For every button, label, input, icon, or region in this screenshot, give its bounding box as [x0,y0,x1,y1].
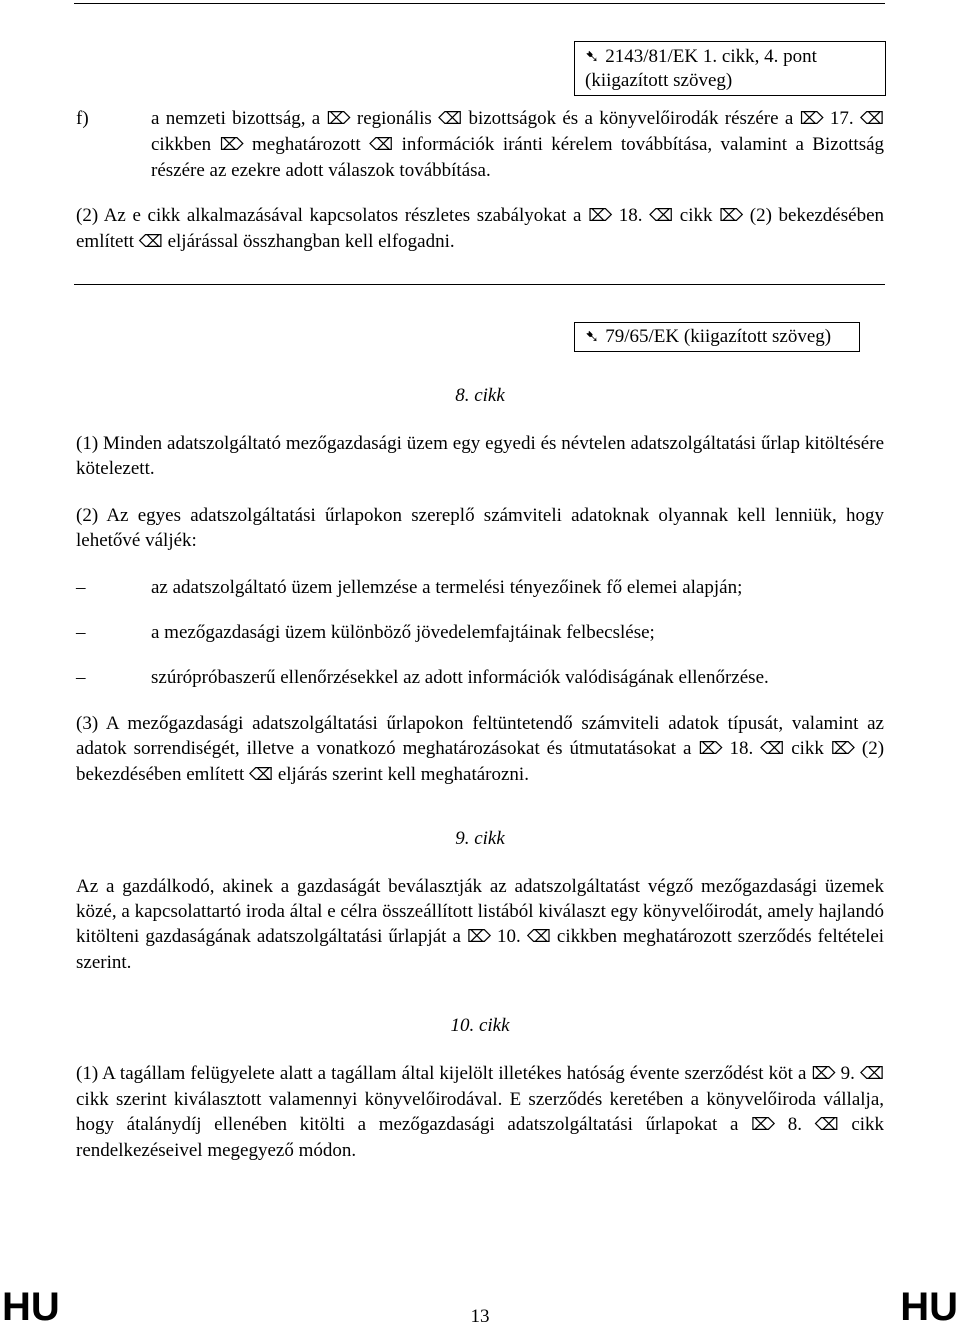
page-number: 13 [470,1306,490,1327]
article-9-heading: 9. cikk [455,828,505,849]
delete-marker-icon: ⌫ [814,1115,839,1135]
list-dash: – [76,577,86,598]
reference-line-1: 79/65/EK (kiigazított szöveg) [605,326,832,347]
article-10-heading: 10. cikk [450,1015,510,1036]
insert-marker-icon: ⌦ [588,206,613,226]
delete-marker-icon: ⌫ [760,739,785,759]
delete-marker-icon: ⌫ [138,232,163,252]
insert-marker-icon: ⌦ [811,1064,836,1084]
article-8-paragraph-1: (1) Minden adatszolgáltató mezőgazdasági üzem egy egyedi és névtelen adatszolgáltatási űrlap kitöltésére kötelezett. [76,433,884,479]
delete-marker-icon: ⌫ [859,109,885,129]
article-8-paragraph-3: (3) A mezőgazdasági adatszolgáltatási űrlapokon feltüntetendő számviteli adatok típusát, valamint az adatok sorrendiségét, illetve a vonatkozó meghatározásokat és útmutatásokat a ⌦ 18. ⌫ cikk ⌦ (2) bekezdésében említett ⌫ eljárás szerint kell meghatározni. [76,713,885,785]
footer-language-left: HU [2,1285,60,1329]
arrow-down-icon: ➷ [585,327,600,347]
article-9-paragraph: Az a gazdálkodó, akinek a gazdaságát beválasztják az adatszolgáltatást végző mezőgazdasági üzemek közé, a kapcsolattartó iroda által e célra összeállított listából kiválaszt egy könyvelőirodát, amely hajlandó kitölteni gazdaságának adatszolgáltatási űrlapját a ⌦ 10. ⌫ cikkben meghatározott szerződés feltételei szerint. [76,876,885,973]
insert-marker-icon: ⌦ [219,135,244,155]
article-8-heading: 8. cikk [455,385,505,406]
delete-marker-icon: ⌫ [249,765,274,785]
reference-box-79-65-ek [574,322,860,352]
list-item: szúrópróbaszerű ellenőrzésekkel az adott információk valódiságának ellenőrzése. [151,667,769,688]
paragraph-2-implementing-rules: (2) Az e cikk alkalmazásával kapcsolatos részletes szabályokat a ⌦ 18. ⌫ cikk ⌦ (2) bekezdésében említett ⌫ eljárással összhangban kell elfogadni. [76,205,885,252]
insert-marker-icon: ⌦ [751,1115,776,1135]
delete-marker-icon: ⌫ [369,135,394,155]
item-f-label: f) [76,108,89,129]
arrow-down-icon: ➷ [585,47,600,67]
delete-marker-icon: ⌫ [438,109,463,129]
list-item: a mezőgazdasági üzem különböző jövedelemfajtáinak felbecslése; [151,622,655,643]
insert-marker-icon: ⌦ [830,739,855,759]
list-dash: – [76,667,86,688]
article-10-paragraph-1: (1) A tagállam felügyelete alatt a tagállam által kijelölt illetékes hatóság évente szerződést köt a ⌦ 9. ⌫ cikk szerint kiválasztott valamennyi könyvelőirodával. E szerződés keretében a könyvelőiroda vállalja, hogy átalánydíj ellenében kitölti a mezőgazdasági adatszolgáltatási űrlapokat a ⌦ 8. ⌫ cikk rendelkezéseivel megegyező módon. [76,1063,885,1161]
article-8-paragraph-2: (2) Az egyes adatszolgáltatási űrlapokon szereplő számviteli adatoknak olyannak kell lenniük, hogy lehetővé váljék: [76,505,884,551]
insert-marker-icon: ⌦ [326,109,351,129]
delete-marker-icon: ⌫ [649,206,674,226]
reference-box-2143-81-ek [574,41,886,96]
reference-line-2: (kiigazított szöveg) [585,70,733,91]
reference-line-1: 2143/81/EK 1. cikk, 4. pont [605,46,817,67]
insert-marker-icon: ⌦ [698,739,723,759]
list-dash: – [76,622,86,643]
delete-marker-icon: ⌫ [526,927,551,947]
footer-language-right: HU [900,1285,958,1329]
insert-marker-icon: ⌦ [466,927,491,947]
list-item: az adatszolgáltató üzem jellemzése a termelési tényezőinek fő elemei alapján; [151,577,743,598]
insert-marker-icon: ⌦ [719,206,744,226]
delete-marker-icon: ⌫ [859,1064,885,1084]
item-f-text: a nemzeti bizottság, a ⌦ regionális ⌫ bizottságok és a könyvelőirodák részére a ⌦ 17. ⌫ cikkben ⌦ meghatározott ⌫ információk iránti kérelem továbbítása, valamint a Bizottság részére az ezekre adott válaszok továbbítása. [151,108,885,181]
section-rule [74,284,885,285]
insert-marker-icon: ⌦ [799,109,824,129]
top-rule [74,3,885,4]
